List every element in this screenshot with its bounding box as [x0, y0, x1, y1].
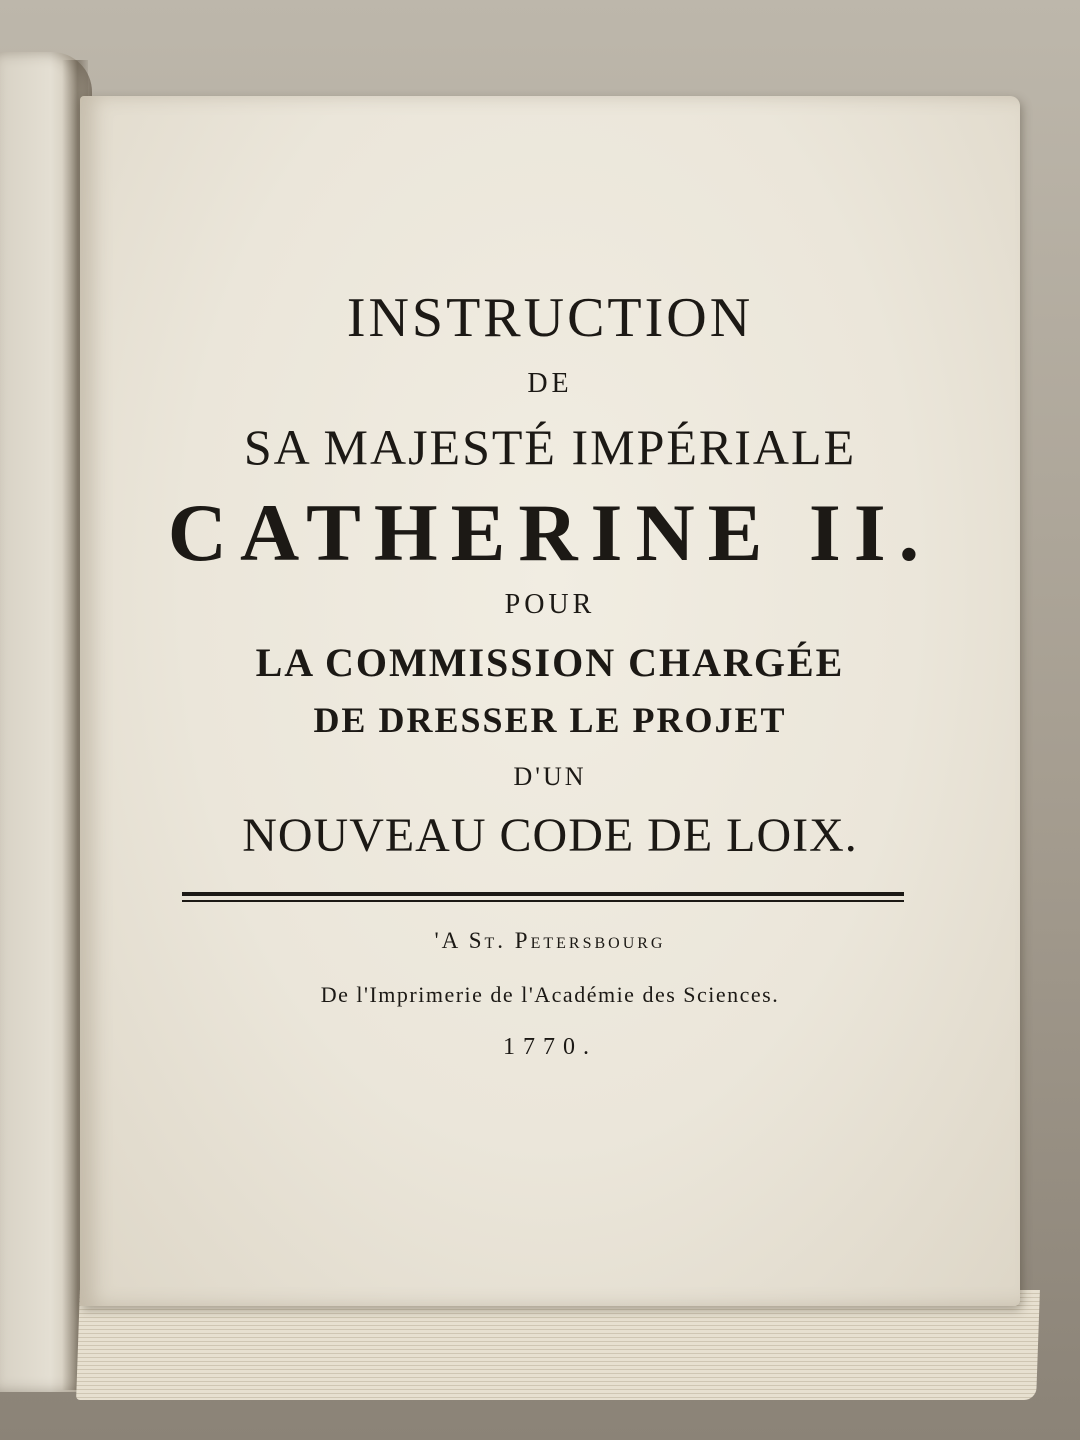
title-instruction: INSTRUCTION	[346, 287, 754, 349]
double-rule-thin	[182, 900, 904, 902]
imprint-printer: De l'Imprimerie de l'Académie des Sciences.	[320, 982, 780, 1007]
title-pour: POUR	[504, 589, 596, 620]
title-dun: D'UN	[513, 762, 587, 791]
title-majesty: SA MAJESTÉ IMPÉRIALE	[243, 419, 857, 475]
title-dresser: DE DRESSER LE PROJET	[313, 700, 787, 740]
imprint-year: 1770.	[503, 1034, 597, 1060]
title-de: DE	[527, 368, 573, 399]
page-edges	[76, 1290, 1040, 1400]
title-page	[80, 96, 1020, 1306]
title-commission: LA COMMISSION CHARGÉE	[255, 640, 845, 685]
title-catherine: CATHERINE II.	[167, 487, 933, 578]
imprint-place: 'A St. Petersbourg	[434, 928, 666, 953]
double-rule-thick	[182, 892, 904, 896]
title-nouveau-code: NOUVEAU CODE DE LOIX.	[242, 809, 858, 862]
